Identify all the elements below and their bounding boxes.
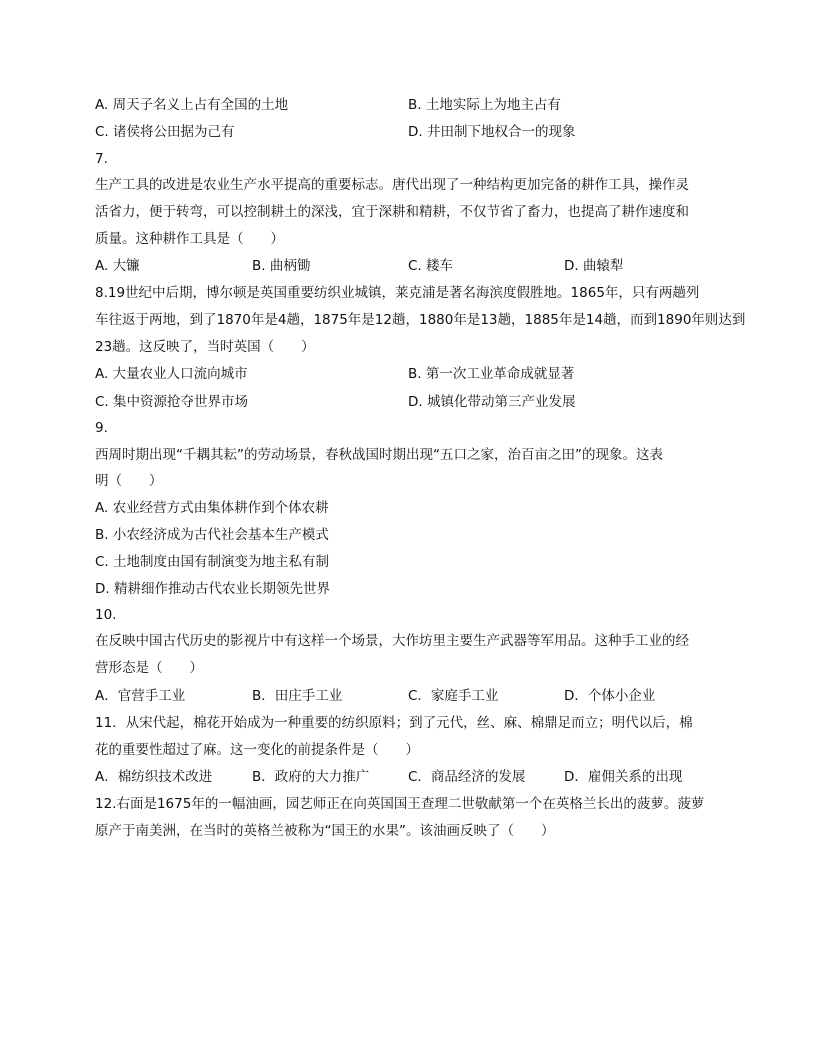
q8-stem-line-1: 8.19世纪中后期，博尔顿是英国重要纺织业城镇，莱克浦是著名海滨度假胜地。1865年，只有两趟列 [95,285,700,301]
q8-option-a: A. 大量农业人口流向城市 [95,366,248,382]
q10-option-c: C．家庭手工业 [408,688,499,704]
q7-number: 7. [95,151,108,167]
q11-option-c: C．商品经济的发展 [408,769,526,785]
q7-option-c: C. 耧车 [408,258,454,274]
q6-option-c: C. 诸侯将公田据为己有 [95,124,235,140]
q10-option-d: D．个体小企业 [564,688,656,704]
q11-stem-line-1: 11．从宋代起，棉花开始成为一种重要的纺织原料；到了元代，丝、麻、棉鼎足而立；明代以后，棉 [95,715,693,731]
q10-number: 10. [95,607,117,623]
q9-option-a: A. 农业经营方式由集体耕作到个体农耕 [95,500,329,516]
q9-stem-line-1: 西周时期出现“千耦其耘”的劳动场景，春秋战国时期出现“五口之家，治百亩之田”的现象。这表 [95,447,663,463]
q11-stem-line-2: 花的重要性超过了麻。这一变化的前提条件是（ ） [95,742,419,758]
q8-option-c: C. 集中资源抢夺世界市场 [95,394,249,410]
q9-number: 9. [95,420,108,436]
q11-option-a: A．棉纺织技术改进 [95,769,213,785]
q8-option-b: B. 第一次工业革命成就显著 [408,366,575,382]
q10-option-b: B．田庄手工业 [252,688,343,704]
q9-option-c: C. 土地制度由国有制演变为地主私有制 [95,554,330,570]
q9-option-b: B. 小农经济成为古代社会基本生产模式 [95,527,329,543]
q10-stem-line-1: 在反映中国古代历史的影视片中有这样一个场景，大作坊里主要生产武器等军用品。这种手工业的经 [95,633,689,649]
q8-stem-line-2: 车往返于两地，到了1870年是4趟，1875年是12趟，1880年是13趟，1885年是14趟，而到1890年则达到 [95,312,746,328]
q11-option-d: D．雇佣关系的出现 [564,769,683,785]
q7-stem-line-3: 质量。这种耕作工具是（ ） [95,231,284,247]
q9-option-d: D. 精耕细作推动古代农业长期领先世界 [95,581,330,597]
q7-stem-line-2: 活省力，便于转弯，可以控制耕土的深浅，宜于深耕和精耕，不仅节省了畜力，也提高了耕作速度和 [95,204,689,220]
q6-option-a: A. 周天子名义上占有全国的土地 [95,97,289,113]
q7-option-d: D. 曲辕犁 [564,258,624,274]
q10-option-a: A．官营手工业 [95,688,186,704]
q12-stem-line-1: 12.右面是1675年的一幅油画，园艺师正在向英国国王查理二世敬献第一个在英格兰长出的菠萝。菠萝 [95,796,705,812]
q9-stem-line-2: 明（ ） [95,473,163,489]
q7-option-b: B. 曲柄锄 [252,258,311,274]
q6-option-d: D. 井田制下地权合一的现象 [408,124,576,140]
q6-option-b: B. 土地实际上为地主占有 [408,97,561,113]
q8-option-d: D. 城镇化带动第三产业发展 [408,394,576,410]
q10-stem-line-2: 营形态是（ ） [95,660,203,676]
q7-option-a: A. 大镰 [95,258,140,274]
q7-stem-line-1: 生产工具的改进是农业生产水平提高的重要标志。唐代出现了一种结构更加完备的耕作工具，操作灵 [95,177,689,193]
q12-stem-line-2: 原产于南美洲，在当时的英格兰被称为“国王的水果”。该油画反映了（ ） [95,823,555,839]
q11-option-b: B．政府的大力推广 [252,769,370,785]
q8-stem-line-3: 23趟。这反映了，当时英国（ ） [95,339,315,355]
